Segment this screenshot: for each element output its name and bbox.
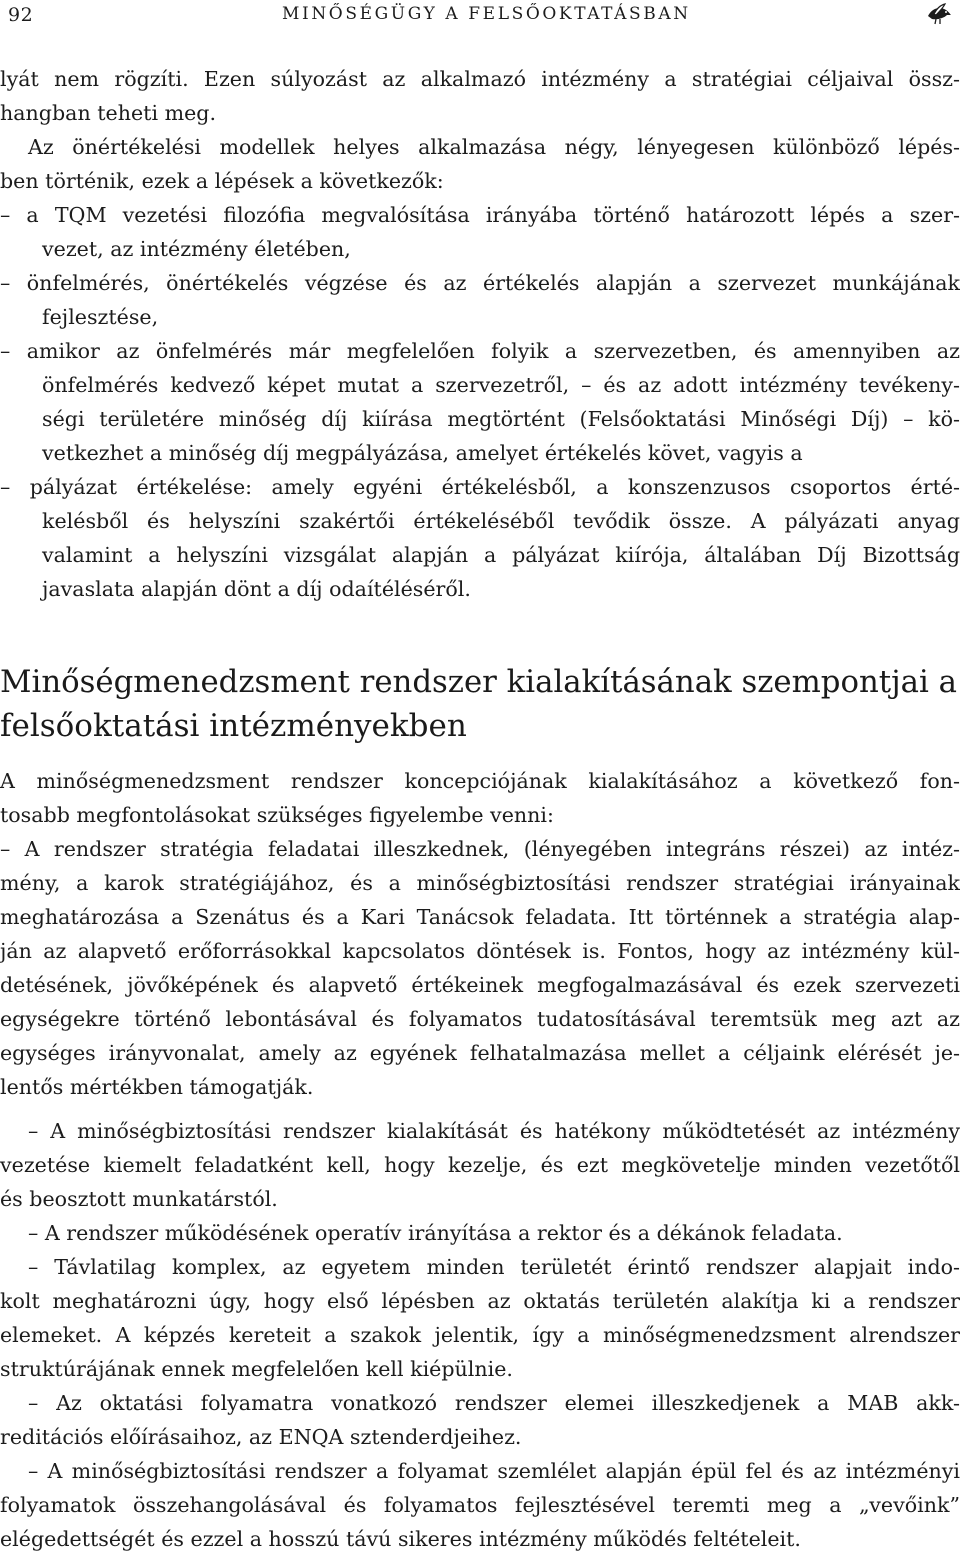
text-line: struktúrájának ennek megfelelően kell kiépülnie. <box>0 1357 513 1381</box>
list-item: – önfelmérés, önértékelés végzése és az értékelés alapján a szervezet munkájának <box>0 271 960 295</box>
text-line: ján az alapvető erőforrásokkal kapcsolatos döntések is. Fontos, hogy az intézmény kül- <box>0 939 960 963</box>
text-line: detésének, jövőképének és alapvető értékeinek megfogalmazásával és ezek szervezeti <box>0 973 960 997</box>
text-line: ben történik, ezek a lépések a következők: <box>0 169 444 193</box>
text-line: kelésből és helyszíni szakértői értékeléséből tevődik össze. A pályázati anyag <box>42 509 960 533</box>
text-line: vezet, az intézmény életében, <box>42 237 351 261</box>
text-line: egységes irányvonalat, amely az egyének felhatalmazása mellet a céljaink elérését je- <box>0 1041 960 1065</box>
text-line: lyát nem rögzíti. Ezen súlyozást az alkalmazó intézmény a stratégiai céljaival össz- <box>0 67 960 91</box>
text-line: Az önértékelési modellek helyes alkalmazása négy, lényegesen különböző lépés- <box>28 135 960 159</box>
section-heading: Minőségmenedzsment rendszer kialakításának szempontjai a <box>0 664 957 700</box>
list-item: – A minőségbiztosítási rendszer a folyamat szemlélet alapján épül fel és az intézményi <box>28 1459 960 1483</box>
text-line: egységekre történő lebontásával és folyamatos tudatosításával teremtsük meg azt az <box>0 1007 960 1031</box>
list-item: – A minőségbiztosítási rendszer kialakítását és hatékony működtetését az intézmény <box>28 1119 960 1143</box>
text-line: javaslata alapján dönt a díj odaítéléséről. <box>42 577 471 601</box>
text-line: meghatározása a Szenátus és a Kari Tanácsok feladata. Itt történnek a stratégia alap- <box>0 905 960 929</box>
text-line: tosabb megfontolásokat szükséges figyelembe venni: <box>0 803 554 827</box>
text-line: elemeket. A képzés kereteit a szakok jelentik, így a minőségmenedzsment alrendszer <box>0 1323 960 1347</box>
list-item: – Távlatilag komplex, az egyetem minden területét érintő rendszer alapjait indo- <box>28 1255 960 1279</box>
running-header <box>0 0 960 30</box>
page-number: 92 <box>8 4 34 26</box>
text-line: ségi területére minőség díj kiírása megtörtént (Felsőoktatási Minőségi Díj) – kö- <box>42 407 960 431</box>
text-line: elégedettségét és ezzel a hosszú távú sikeres intézmény működés feltételeit. <box>0 1527 801 1551</box>
section-heading: felsőoktatási intézményekben <box>0 708 467 744</box>
list-item: – A rendszer stratégia feladatai illeszkednek, (lényegében integráns részei) az intéz- <box>0 837 960 861</box>
running-title: MINŐSÉGÜGY A FELSŐOKTATÁSBAN <box>282 4 691 24</box>
text-line: valamint a helyszíni vizsgálat alapján a pályázat kiírója, általában Díj Bizottság <box>42 543 960 567</box>
text-line: önfelmérés kedvező képet mutat a szervezetről, – és az adott intézmény tevékeny- <box>42 373 960 397</box>
list-item: – A rendszer működésének operatív irányítása a rektor és a dékánok feladata. <box>28 1221 843 1245</box>
text-line: reditációs előírásaihoz, az ENQA sztenderdjeihez. <box>0 1425 522 1449</box>
text-line: hangban teheti meg. <box>0 101 217 125</box>
text-line: fejlesztése, <box>42 305 159 329</box>
text-line: és beosztott munkatárstól. <box>0 1187 278 1211</box>
list-item: – pályázat értékelése: amely egyéni értékelésből, a konszenzusos csoportos érté- <box>0 475 960 499</box>
text-line: vetkezhet a minőség díj megpályázása, amelyet értékelés követ, vagyis a <box>42 441 803 465</box>
text-line: folyamatok összehangolásával és folyamatos fejlesztésével teremti meg a „vevőink” <box>0 1493 960 1517</box>
text-line: mény, a karok stratégiájához, és a minőségbiztosítási rendszer stratégiai irányainak <box>0 871 960 895</box>
list-item: – Az oktatási folyamatra vonatkozó rendszer elemei illeszkedjenek a MAB akk- <box>28 1391 960 1415</box>
text-line: lentős mértékben támogatják. <box>0 1075 314 1099</box>
bird-ornament-icon <box>926 2 952 26</box>
list-item: – a TQM vezetési filozófia megvalósítása irányába történő határozott lépés a szer- <box>0 203 960 227</box>
text-line: kolt meghatározni úgy, hogy első lépésben az oktatás területén alakítja ki a rendszer <box>0 1289 960 1313</box>
text-line: vezetése kiemelt feladatként kell, hogy kezelje, és ezt megkövetelje minden vezetőtől <box>0 1153 960 1177</box>
list-item: – amikor az önfelmérés már megfelelően folyik a szervezetben, és amennyiben az <box>0 339 960 363</box>
text-line: A minőségmenedzsment rendszer koncepciójának kialakításához a következő fon- <box>0 769 960 793</box>
